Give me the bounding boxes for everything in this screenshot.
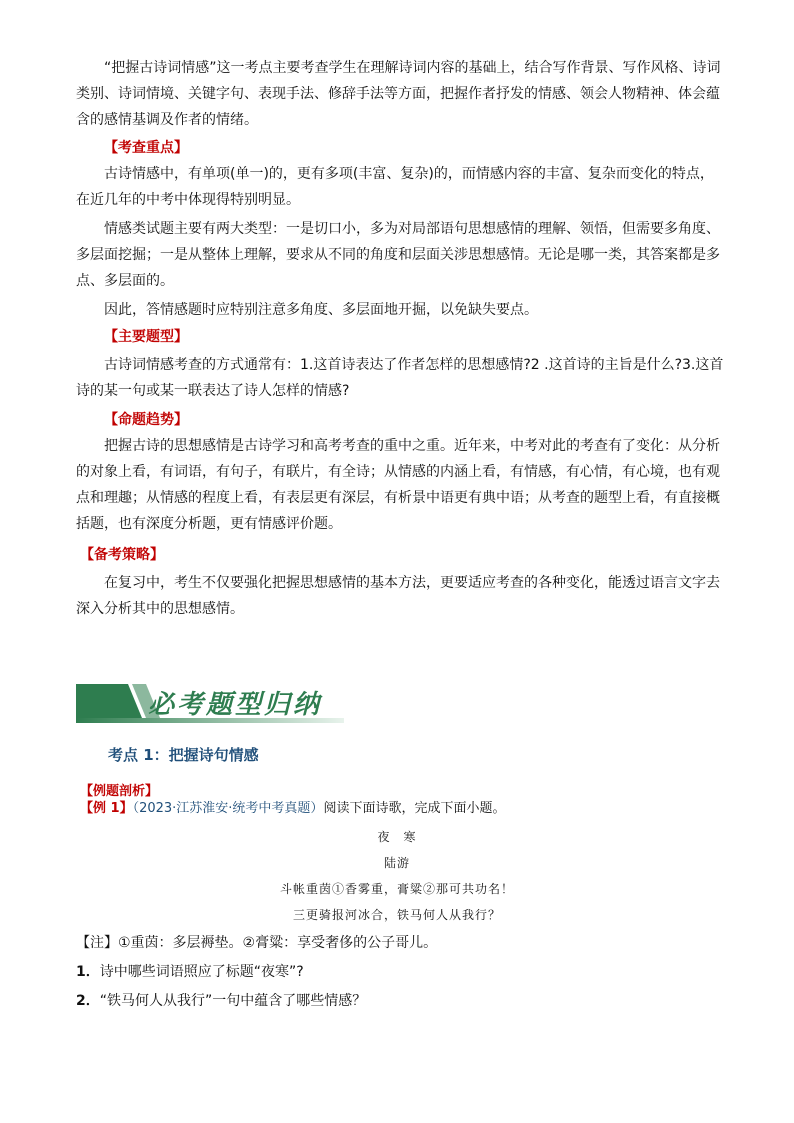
trend-heading: 【命题趋势】 (104, 412, 188, 428)
focus-paragraph-1: 古诗情感中，有单项(单一)的，更有多项(丰富、复杂)的，而情感内容的丰富、复杂而变化的特点，在近几年的中考中体现得特别明显。 (76, 166, 714, 208)
strategy-heading: 【备考策略】 (80, 547, 164, 563)
example-label: 【例题剖析】 (80, 784, 159, 799)
question-2 (76, 990, 366, 1012)
example-instruction: 阅读下面诗歌，完成下面小题。 (323, 801, 506, 816)
poem-line-1: 斗帐重茵①香雾重，膏粱②那可共功名！ (279, 882, 514, 896)
trend-paragraph: 把握古诗的思想感情是古诗学习和高考考查的重中之重。近年来，中考对此的考查有了变化：从分析的对象上看，有词语，有句子，有联片，有全诗；从情感的内涵上看，有情感，有心情，有心境，也有观点和理趣；从情感的程度上看，有表层更有深层，有析景中语更有典中语；从考查的题型上看，有直接概括题，也有深度分析题，更有情感评价题。 (76, 438, 720, 532)
types-paragraph: 古诗词情感考查的方式通常有：1.这首诗表达了作者怎样的思想感情?2 .这首诗的主旨是什么?3.这首诗的某一句或某一联表达了诗人怎样的情感? (76, 357, 724, 399)
example-tag: 【例 1】 (80, 801, 133, 816)
section-banner (76, 680, 344, 726)
banner-title: 必考题型归纳 (148, 690, 323, 720)
question-2-text: “铁马何人从我行”一句中蕴含了哪些情感？ (99, 993, 367, 1009)
poem-title: 夜 寒 (377, 830, 417, 844)
kaodian-title: 考点 1：把握诗句情感 (108, 746, 259, 764)
poem-line-2: 三更骑报河冰合，铁马何人从我行？ (292, 908, 501, 922)
question-1 (76, 961, 304, 983)
strategy-paragraph: 在复习中，考生不仅要强化把握思想感情的基本方法，更要适应考查的各种变化，能透过语言文字去深入分析其中的思想感情。 (76, 575, 720, 617)
example-source: （2023·江苏淮安·统考中考真题） (132, 801, 324, 816)
focus-heading: 【考查重点】 (104, 140, 188, 156)
types-heading: 【主要题型】 (104, 329, 188, 345)
poem-author: 陆游 (383, 856, 410, 870)
question-2-number: 2． (76, 993, 100, 1009)
example-intro-line (80, 799, 505, 819)
focus-paragraph-3: 因此，答情感题时应特别注意多角度、多层面地开掘，以免缺失要点。 (104, 302, 538, 318)
focus-paragraph-2: 情感类试题主要有两大类型：一是切口小，多为对局部语句思想感情的理解、领悟，但需要多角度、多层面挖掘；一是从整体上理解，要求从不同的角度和层面关涉思想感情。无论是哪一类，其答案都是多点、多层面的。 (76, 221, 720, 289)
question-1-number: 1． (76, 964, 100, 980)
intro-paragraph: “把握古诗词情感”这一考点主要考查学生在理解诗词内容的基础上，结合写作背景、写作风格、诗词类别、诗词情境、关键字句、表现手法、修辞手法等方面，把握作者抒发的情感、领会人物精神、体会蕴含的感情基调及作者的情绪。 (76, 60, 721, 128)
poem-note: 【注】①重茵：多层褥垫。②膏粱：享受奢侈的公子哥儿。 (76, 935, 438, 951)
question-1-text: 诗中哪些词语照应了标题“夜寒”? (99, 964, 304, 980)
